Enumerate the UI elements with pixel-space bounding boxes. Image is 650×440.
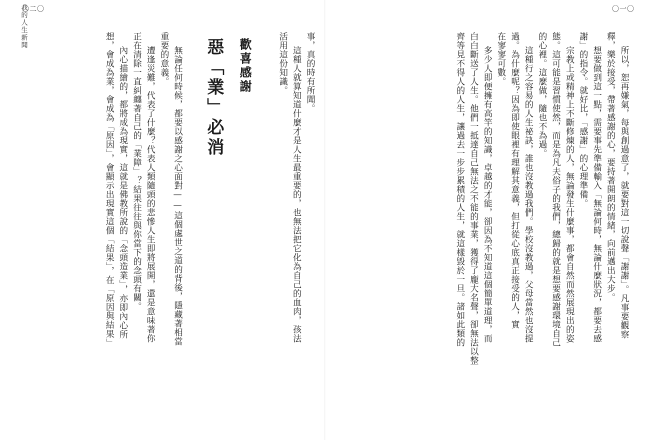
right-col-9: 過。為什麼呢？因為即使眼裡有理解其意義，但打從心底真正接受的人，實 <box>509 32 520 329</box>
left-page-number: 〇二〇 <box>22 5 45 13</box>
left-spacer-2 <box>184 32 198 407</box>
left-col-4: 無論任何時候，都要以感謝之心面對——這個處世之道的背後，隱藏著相當 <box>172 46 183 346</box>
right-col-2: 釋，樂於接受，帶著感謝的心，要持著開朗的情緒，向前邁出大步。 <box>605 32 616 302</box>
left-col-9: 想，會成為業，會成為「原因」，會顯示出現實這個「結果」，在「原因與結果」 <box>104 32 115 348</box>
left-page <box>22 32 316 424</box>
left-col-3: 活用這份知識。 <box>277 32 288 95</box>
left-col-5: 重要的意義。 <box>158 32 169 86</box>
right-col-11: 多少人即便擁有高竿的知識，卓越的才能，卻因為不知道這個簡單道理，而 <box>482 46 493 343</box>
left-col-8: 內心描繪的，都將成為現實，這就是佛教所說的「念頭造業」，亦即內心所 <box>117 46 128 339</box>
right-col-8: 這種行之容易的人生祕訣，誰也沒教過我們。學校沒教過，父母當然也沒提 <box>523 46 534 343</box>
right-col-6: 態。這可能是習慣使然，而是為凡夫俗子的我們，總歸的就是想要感謝環境自己 <box>550 32 561 347</box>
running-header-title: 我的人生新聞 <box>20 4 28 49</box>
section-title: 惡「業」必消 <box>203 38 224 158</box>
left-spacer <box>261 32 275 407</box>
left-col-7: 正在清除一直糾纏著自己的「業障」？結果往往與你當下的念頭有關。 <box>131 32 142 311</box>
left-col-2: 這種人就算知道什麼才是人生最重要的，也無法把它化為自己的血肉，孩法 <box>291 46 302 343</box>
right-col-7: 的心裡。這麼做，隨也不為過。 <box>536 32 547 158</box>
right-page-number: 〇一〇 <box>612 5 635 13</box>
right-col-1: 所以，恕再嫌氣，每與創過意了，就要對這一切說聲「謝謝」。凡事要觀察 <box>619 46 629 339</box>
right-col-12: 白白斷送了人生。他們一抵達自己無法之不能的事業，獲得了龐大名聲，卻無法以整 <box>468 32 479 365</box>
right-col-3: 想要做到這一點，需要事先準備輸入「無論何時，無論什麼狀況，都要去感 <box>591 46 602 343</box>
left-col-6: 遭逢災難，代表了什麼？代表人類隨頭的悲慘人生即將展開，還是意味著你 <box>145 46 156 343</box>
right-page <box>336 32 630 424</box>
left-col-1: 事，真的時有所聞。 <box>305 32 315 113</box>
right-col-4: 謝」的指令。就好比，「感謝」的心理準備。 <box>577 32 588 208</box>
section-label: 歡喜感謝 <box>238 38 253 94</box>
right-col-10: 在寥寥可數。 <box>495 32 506 86</box>
right-col-5: 宗教上或精神上不斷修煉的人，無論發生什麼事，都會自然而然展現出的姿 <box>564 46 575 343</box>
page-gutter <box>324 0 326 440</box>
right-col-13: 齊等見不得人的人生，讓過去一步步累積的人生，就這樣毀於一旦。諸如此類的 <box>454 32 465 347</box>
